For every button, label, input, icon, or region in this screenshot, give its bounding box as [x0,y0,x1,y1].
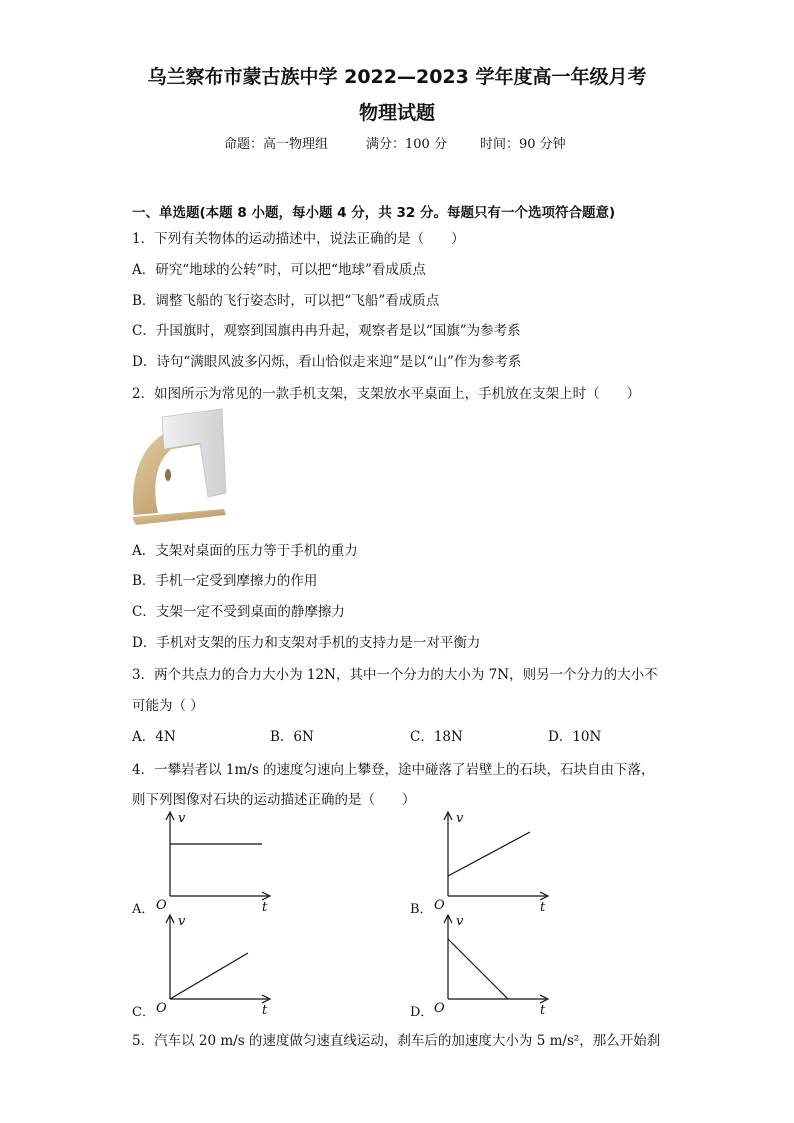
question-3-stem-line1: 3．两个共点力的合力大小为 12N，其中一个分力的大小为 7N，则另一个分力的大小不 [132,667,658,683]
question-4-option-c-label: C． [132,1005,155,1020]
graph-d [428,911,558,1015]
graph-d-y-label: v [456,914,464,929]
question-2-option-a: A．支架对桌面的压力等于手机的重力 [132,543,358,559]
graph-a [150,808,280,912]
exam-title-line1: 乌兰察布市蒙古族中学 2022—2023 学年度高一年级月考 [147,66,647,88]
question-3-option-b: B．6N [270,729,314,745]
question-2-option-b: B．手机一定受到摩擦力的作用 [132,573,318,589]
question-1-option-a: A．研究“地球的公转”时，可以把“地球”看成质点 [132,262,426,278]
graph-d-x-label: t [540,1003,546,1015]
graph-b [428,808,558,912]
graph-d-origin: O [434,1001,445,1015]
graph-c-x-label: t [262,1003,268,1015]
section-heading: 一、单选题(本题 8 小题，每小题 4 分，共 32 分。每题只有一个选项符合题意) [132,205,616,221]
graph-c-origin: O [156,1001,167,1015]
graph-c-line [170,953,248,999]
graph-c [150,911,280,1015]
graph-b-y-label: v [456,811,464,826]
graph-a-y-label: v [178,811,186,826]
question-4-option-a-label: A． [132,902,155,917]
question-4-stem-line1: 4．一攀岩者以 1m/s 的速度匀速向上攀登，途中碰落了岩壁上的石块，石块自由下落， [132,762,655,778]
question-1-stem: 1．下列有关物体的运动描述中，说法正确的是（ ） [132,231,465,247]
graph-a-origin: O [156,898,167,912]
question-5-stem: 5．汽车以 20 m/s 的速度做匀速直线运动，刹车后的加速度大小为 5 m/s²，那么开始刹 [132,1033,661,1049]
graph-c-y-label: v [178,914,186,929]
graph-d-line [448,939,508,999]
question-1-option-b: B．调整飞船的飞行姿态时，可以把“飞船”看成质点 [132,293,440,309]
question-4-stem-line2: 则下列图像对石块的运动描述正确的是（ ） [132,792,416,808]
graph-b-x-label: t [540,900,546,912]
question-1-option-c: C．升国旗时，观察到国旗冉冉升起，观察者是以“国旗”为参考系 [132,323,521,339]
question-3-option-c: C．18N [410,729,463,745]
exam-title-line2: 物理试题 [358,102,435,124]
phone-stand-image [128,405,230,527]
question-3-option-d: D．10N [548,729,602,745]
exam-time: 时间：90 分钟 [480,137,566,152]
question-4-option-d-label: D． [410,1005,434,1020]
graph-b-origin: O [434,898,445,912]
exam-full-score: 满分：100 分 [366,137,447,152]
exam-author: 命题：高一物理组 [224,137,329,152]
question-3-stem-line2: 可能为（ ） [132,698,204,714]
graph-b-line [448,832,530,876]
question-1-option-d: D．诗句“满眼风波多闪烁，看山恰似走来迎”是以“山”作为参考系 [132,354,522,370]
graph-a-x-label: t [262,900,268,912]
question-4-option-b-label: B． [410,902,433,917]
question-3-option-a: A．4N [132,729,176,745]
question-2-stem: 2．如图所示为常见的一款手机支架，支架放水平桌面上，手机放在支架上时（ ） [132,386,641,402]
question-2-option-c: C．支架一定不受到桌面的静摩擦力 [132,604,345,620]
question-2-option-d: D．手机对支架的压力和支架对手机的支持力是一对平衡力 [132,635,481,651]
